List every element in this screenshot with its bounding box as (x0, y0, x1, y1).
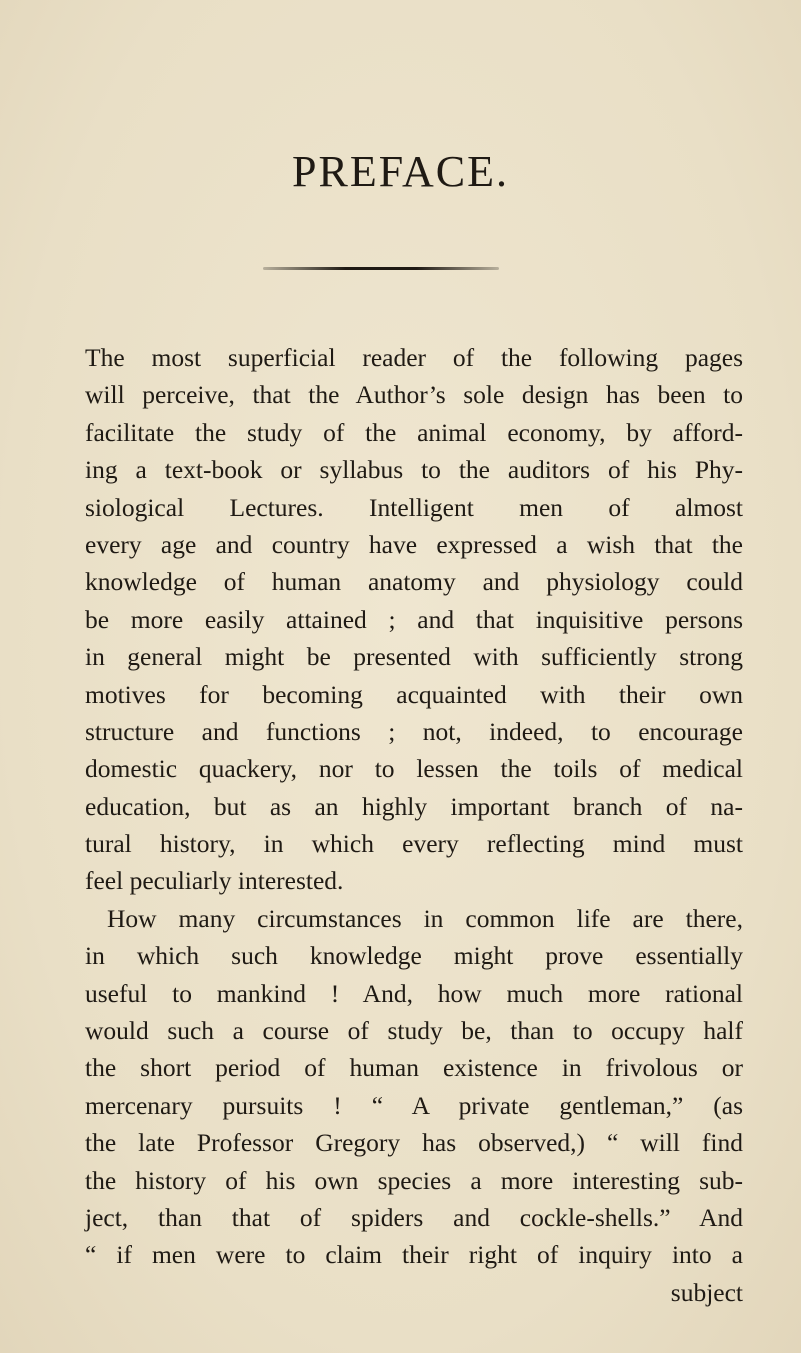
text-line: How many circumstances in common life are there, (107, 903, 743, 933)
text-line: domestic quackery, nor to lessen the toils of medical (85, 754, 743, 784)
text-line: ing a text-book or syllabus to the auditors of his Phy- (85, 455, 743, 485)
text-line: will perceive, that the Author’s sole design has been to (85, 380, 743, 410)
text-line: would such a course of study be, than to occupy half (85, 1016, 743, 1046)
text-line: the history of his own species a more interesting sub- (85, 1165, 743, 1195)
text-line: The most superficial reader of the following pages (85, 343, 743, 372)
page-title: PREFACE. (292, 147, 509, 196)
text-line: the short period of human existence in frivolous or (85, 1053, 743, 1083)
text-line: every age and country have expressed a wish that the (85, 529, 743, 559)
text-line: education, but as an highly important branch of na- (85, 791, 743, 821)
text-line: in general might be presented with sufficiently strong (85, 642, 743, 672)
text-line: “ if men were to claim their right of inquiry into a (85, 1240, 743, 1270)
title-rule (263, 267, 499, 270)
text-line: in which such knowledge might prove essentially (85, 941, 743, 971)
text-line: useful to mankind ! And, how much more rational (85, 978, 743, 1008)
body-text (85, 339, 743, 1311)
text-line: ject, than that of spiders and cockle-shells.” And (85, 1202, 743, 1232)
text-line: be more easily attained ; and that inquisitive persons (85, 604, 743, 634)
text-line: feel peculiarly interested. (85, 866, 344, 896)
text-line: structure and functions ; not, indeed, to encourage (85, 716, 743, 746)
text-line: knowledge of human anatomy and physiology could (85, 567, 743, 597)
text-line: motives for becoming acquainted with their own (85, 679, 743, 709)
text-line: siological Lectures. Intelligent men of almost (85, 492, 743, 522)
text-line: tural history, in which every reflecting mind must (85, 829, 743, 859)
text-line: mercenary pursuits ! “ A private gentleman,” (as (85, 1090, 743, 1120)
catchword: subject (670, 1277, 743, 1307)
text-line: facilitate the study of the animal economy, by afford- (85, 417, 743, 447)
text-line: the late Professor Gregory has observed,) “ will find (85, 1128, 743, 1158)
